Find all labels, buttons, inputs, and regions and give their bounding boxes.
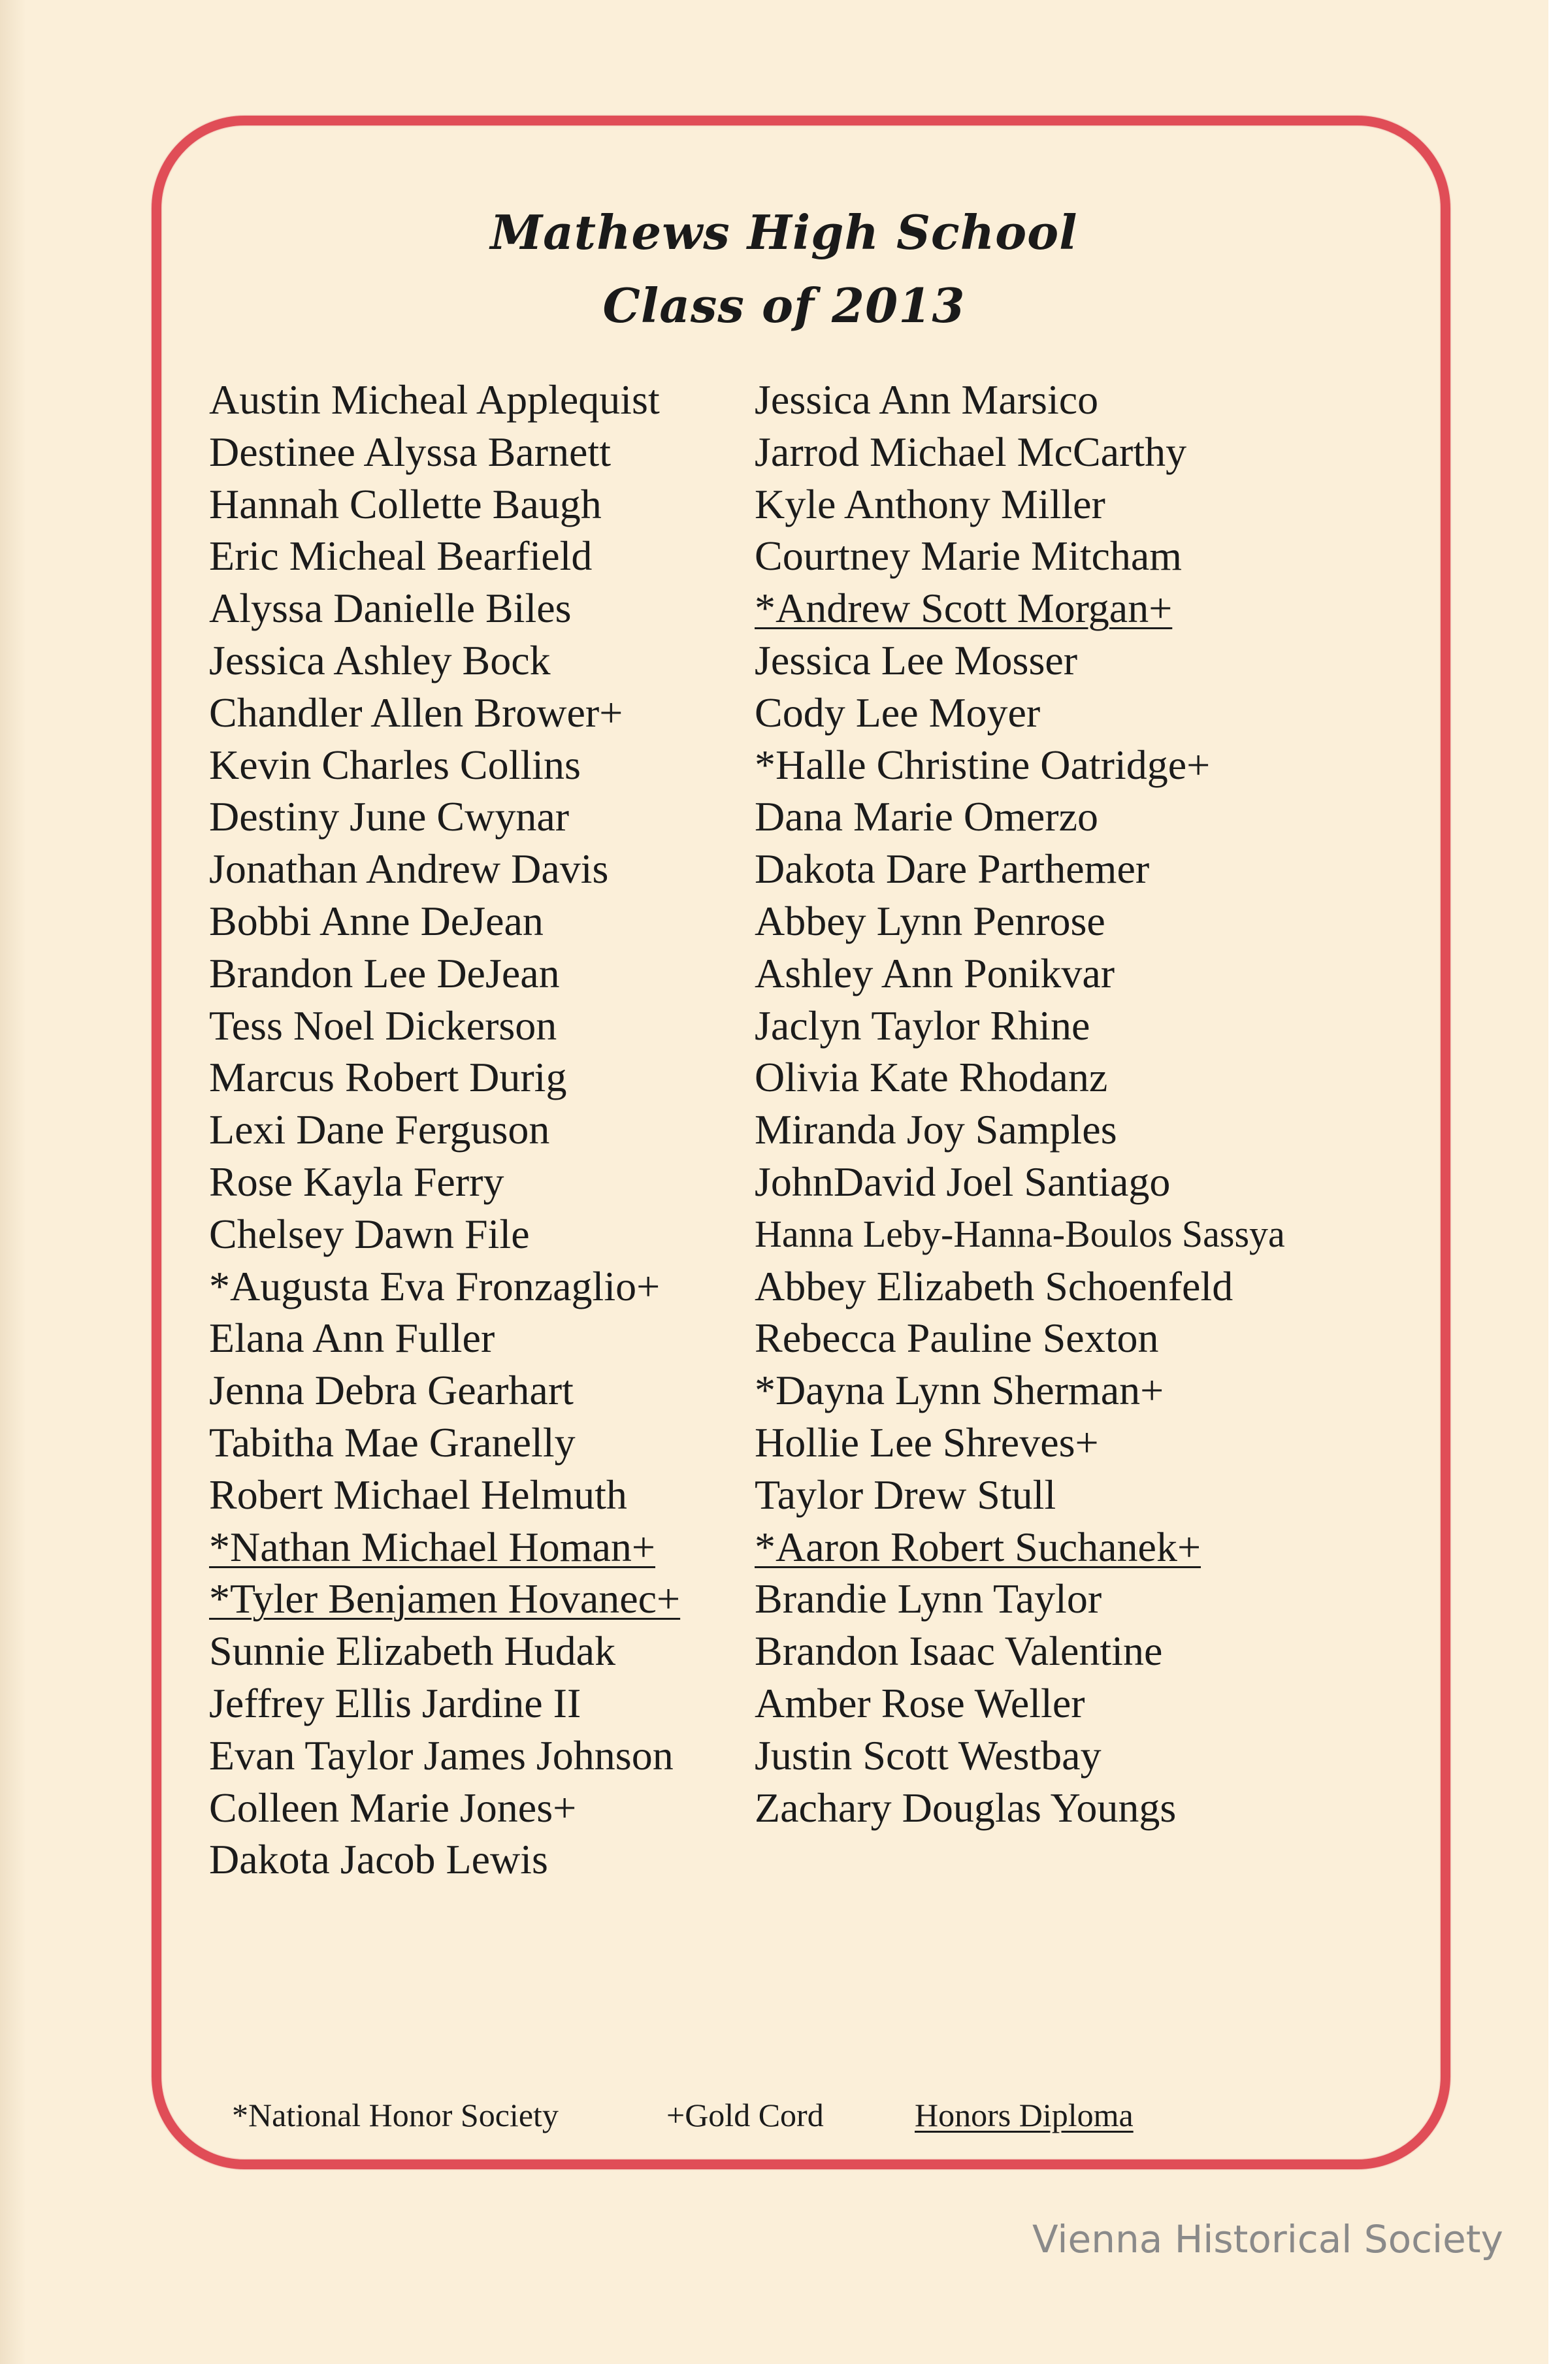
graduate-name [755, 1156, 1285, 1208]
graduate-name-text: Ashley Ann Ponikvar [755, 949, 1115, 996]
graduate-name [209, 374, 680, 426]
graduate-name [209, 843, 680, 895]
graduate-name [755, 895, 1285, 947]
graduate-name [209, 478, 680, 531]
graduate-name-text: Jeffrey Ellis Jardine II [209, 1679, 581, 1726]
left-name-column [209, 374, 680, 1886]
graduate-name-text: Alyssa Danielle Biles [209, 585, 572, 632]
graduate-name-text: Marcus Robert Durig [209, 1054, 567, 1101]
graduate-name-text: Miranda Joy Samples [755, 1106, 1117, 1153]
graduate-name-text: Dakota Dare Parthemer [755, 845, 1150, 893]
graduate-name [209, 1833, 680, 1886]
graduate-name [755, 1782, 1285, 1834]
right-name-column [755, 374, 1285, 1833]
graduate-name [209, 739, 680, 791]
graduate-name-text: Chelsey Dawn File [209, 1210, 530, 1257]
graduate-name-text: JohnDavid Joel Santiago [755, 1158, 1171, 1205]
graduate-name-text: Jenna Debra Gearhart [209, 1367, 574, 1414]
graduate-name-text: Justin Scott Westbay [755, 1732, 1102, 1779]
graduate-name-text: Eric Micheal Bearfield [209, 533, 593, 580]
graduate-name-text: Olivia Kate Rhodanz [755, 1054, 1108, 1101]
graduate-name-text: Rose Kayla Ferry [209, 1158, 504, 1205]
graduate-name-text: Brandon Lee DeJean [209, 949, 560, 996]
graduate-name [209, 1000, 680, 1052]
graduate-name [209, 1156, 680, 1208]
graduate-name [755, 1000, 1285, 1052]
graduate-name [209, 791, 680, 843]
graduate-name [209, 426, 680, 478]
graduate-name-text: Jaclyn Taylor Rhine [755, 1002, 1090, 1049]
graduate-name [755, 1521, 1285, 1573]
graduate-name [755, 1469, 1285, 1521]
graduate-name [209, 1730, 680, 1782]
graduate-name-text: Sunnie Elizabeth Hudak [209, 1628, 616, 1675]
graduate-name-text: Austin Micheal Applequist [209, 376, 660, 423]
legend-honors-diploma: Honors Diploma [915, 2097, 1134, 2133]
graduate-name-text: Robert Michael Helmuth [209, 1471, 627, 1518]
graduate-name [755, 843, 1285, 895]
graduate-name-text: Tabitha Mae Granelly [209, 1419, 576, 1466]
graduate-name-text: Brandon Isaac Valentine [755, 1628, 1163, 1675]
graduate-name [755, 947, 1285, 1000]
graduate-name [755, 374, 1285, 426]
graduate-name-text: *Dayna Lynn Sherman+ [755, 1367, 1164, 1414]
graduate-name [209, 530, 680, 582]
graduate-name-text: Jessica Lee Mosser [755, 636, 1078, 683]
graduate-name-text: Courtney Marie Mitcham [755, 533, 1183, 580]
graduate-name-text: Jonathan Andrew Davis [209, 845, 609, 893]
graduate-name-text: Hanna Leby-Hanna-Boulos Sassya [755, 1212, 1285, 1255]
graduate-name [755, 1260, 1285, 1313]
graduate-name [755, 1312, 1285, 1364]
school-title: Mathews High School [490, 205, 1078, 260]
graduate-name [755, 739, 1285, 791]
graduate-name [755, 478, 1285, 531]
graduate-name-text: Destinee Alyssa Barnett [209, 428, 611, 475]
graduate-name [209, 1260, 680, 1313]
graduate-name-text: Rebecca Pauline Sexton [755, 1315, 1159, 1362]
graduate-name-text: Bobbi Anne DeJean [209, 897, 544, 944]
graduate-name-text: *Tyler Benjamen Hovanec+ [209, 1575, 681, 1622]
graduate-name-text: *Aaron Robert Suchanek+ [755, 1523, 1201, 1570]
graduate-name [755, 1573, 1285, 1625]
page-fold-shadow [0, 0, 26, 2364]
graduate-name-text: *Augusta Eva Fronzaglio+ [209, 1262, 661, 1309]
graduate-name [755, 791, 1285, 843]
graduate-name [209, 1521, 680, 1573]
graduate-name-text: Hannah Collette Baugh [209, 480, 602, 527]
graduate-name [755, 426, 1285, 478]
graduate-name-text: Abbey Lynn Penrose [755, 897, 1105, 944]
graduate-name [209, 1573, 680, 1625]
graduate-name [209, 1364, 680, 1417]
graduate-name [755, 687, 1285, 739]
graduate-name-text: Jessica Ashley Bock [209, 636, 551, 683]
graduate-name-text: *Nathan Michael Homan+ [209, 1523, 655, 1570]
graduate-name-text: Abbey Elizabeth Schoenfeld [755, 1262, 1233, 1309]
graduate-name [755, 634, 1285, 687]
graduate-name [755, 1677, 1285, 1730]
graduate-name [209, 1104, 680, 1156]
graduate-name-text: Amber Rose Weller [755, 1679, 1085, 1726]
graduate-name-text: Hollie Lee Shreves+ [755, 1419, 1099, 1466]
graduate-name-text: Zachary Douglas Youngs [755, 1784, 1177, 1831]
graduate-name [209, 1312, 680, 1364]
graduate-name-text: Chandler Allen Brower+ [209, 689, 623, 736]
graduate-name [755, 582, 1285, 634]
graduate-name [209, 1782, 680, 1834]
graduate-name [755, 1417, 1285, 1469]
graduate-name [209, 1625, 680, 1677]
legend-national-honor-society: *National Honor Society [232, 2097, 559, 2133]
graduate-name-text: Kyle Anthony Miller [755, 480, 1105, 527]
graduate-name [755, 530, 1285, 582]
legend-gold-cord: +Gold Cord [666, 2097, 824, 2133]
graduate-name [209, 582, 680, 634]
graduate-name-text: Jarrod Michael McCarthy [755, 428, 1187, 475]
graduate-name [755, 1051, 1285, 1104]
graduate-name-text: Cody Lee Moyer [755, 689, 1041, 736]
graduate-name [209, 895, 680, 947]
graduate-name-text: Elana Ann Fuller [209, 1315, 495, 1362]
graduate-name [209, 1051, 680, 1104]
graduate-name-text: Evan Taylor James Johnson [209, 1732, 674, 1779]
graduate-name-text: Jessica Ann Marsico [755, 376, 1099, 423]
graduate-name [209, 1469, 680, 1521]
graduate-name-text: Dana Marie Omerzo [755, 793, 1098, 840]
class-title: Class of 2013 [602, 278, 966, 333]
graduate-name-text: Dakota Jacob Lewis [209, 1836, 548, 1883]
graduate-name [755, 1730, 1285, 1782]
graduate-name [755, 1364, 1285, 1417]
graduate-name-text: *Halle Christine Oatridge+ [755, 741, 1211, 788]
graduate-name-text: Colleen Marie Jones+ [209, 1784, 577, 1831]
graduate-name [209, 947, 680, 1000]
graduate-name-text: *Andrew Scott Morgan+ [755, 585, 1173, 632]
graduate-name [209, 1208, 680, 1260]
graduate-name [209, 687, 680, 739]
graduate-name [209, 1677, 680, 1730]
graduate-name [755, 1208, 1285, 1260]
graduate-name-text: Brandie Lynn Taylor [755, 1575, 1102, 1622]
graduate-name-text: Lexi Dane Ferguson [209, 1106, 550, 1153]
graduate-name-text: Kevin Charles Collins [209, 741, 581, 788]
graduate-name-text: Taylor Drew Stull [755, 1471, 1056, 1518]
graduate-name [209, 634, 680, 687]
graduate-name [209, 1417, 680, 1469]
watermark-text: Vienna Historical Society [1032, 2217, 1503, 2261]
graduate-name-text: Destiny June Cwynar [209, 793, 570, 840]
graduate-name [755, 1104, 1285, 1156]
graduate-name [755, 1625, 1285, 1677]
graduate-name-text: Tess Noel Dickerson [209, 1002, 557, 1049]
